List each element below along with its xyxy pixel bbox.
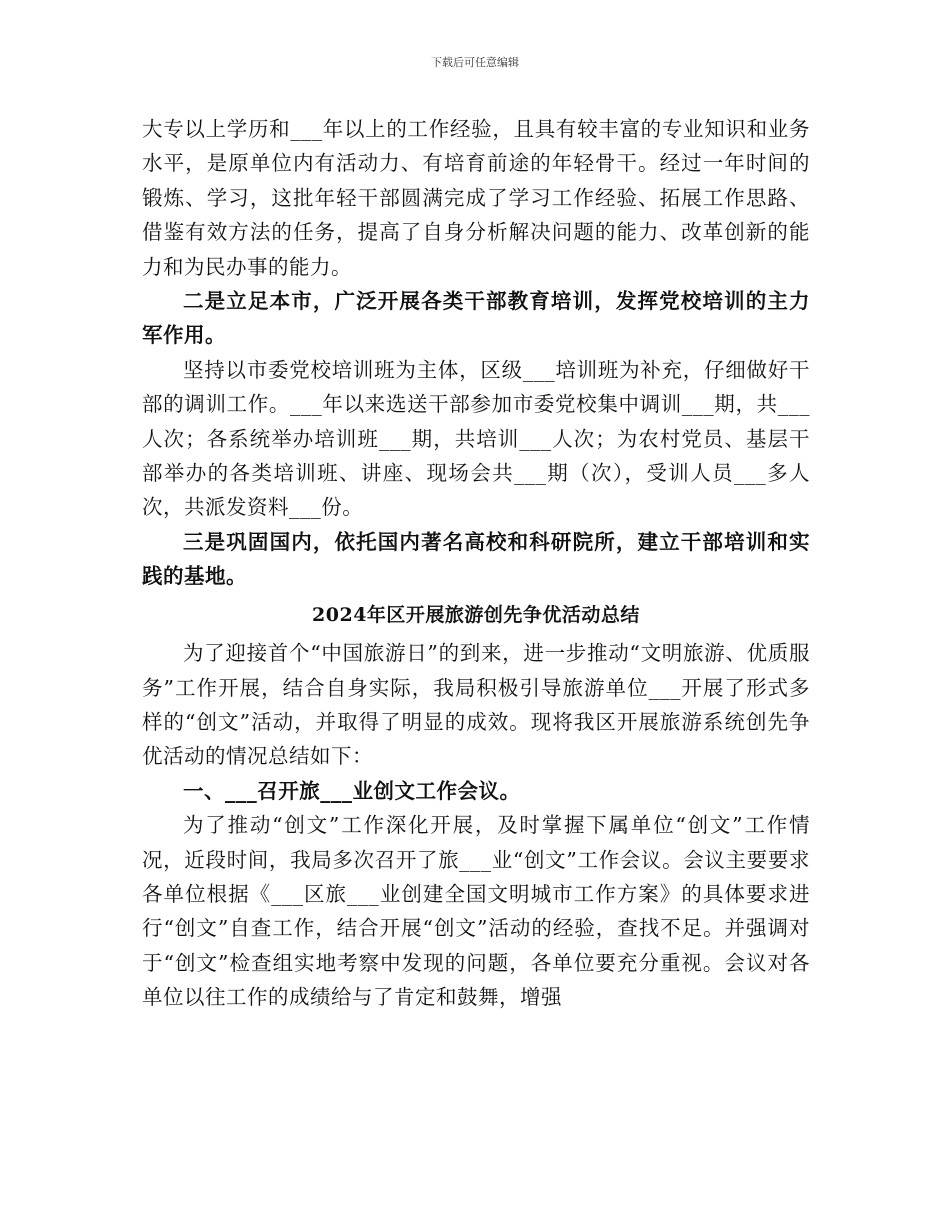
document-body <box>142 112 810 1015</box>
page-header: 下载后可任意编辑 <box>431 56 519 69</box>
paragraph-3: 为了迎接首个“中国旅游日”的到来，进一步推动“文明旅游、优质服务”工作开展，结合自身实际，我局积极引导旅游单位___开展了形式多样的“创文”活动，并取得了明显的成效。现将我区开展旅游系统创先争优活动的情况总结如下： <box>142 641 810 769</box>
heading-point-three: 三是巩固国内，依托国内著名高校和科研院所，建立干部培训和实践的基地。 <box>142 529 810 589</box>
heading-section-one: 一、___召开旅___业创文工作会议。 <box>183 778 521 803</box>
paragraph-2: 坚持以市委党校培训班为主体，区级___培训班为补充，仔细做好干部的调训工作。___年以来选送干部参加市委党校集中调训___期，共___人次；各系统举办培训班___期，共培训___人次；为农村党员、基层干部举办的各类培训班、讲座、现场会共___期（次），受训人员___多人次，共派发资料___份。 <box>142 357 810 520</box>
heading-point-two: 二是立足本市，广泛开展各类干部教育培训，发挥党校培训的主力军作用。 <box>142 289 810 348</box>
section-title: 2024年区开展旅游创先争优活动总结 <box>312 603 640 626</box>
paragraph-4: 为了推动“创文”工作深化开展，及时掌握下属单位“创文”工作情况，近段时间，我局多次召开了旅___业“创文”工作会议。会议主要要求各单位根据《___区旅___业创建全国文明城市工作方案》的具体要求进行“创文”自查工作，结合开展“创文”活动的经验，查找不足。并强调对于“创文”检查组实地考察中发现的问题，各单位要充分重视。会议对各单位以往工作的成绩给与了肯定和鼓舞，增强 <box>142 813 810 1010</box>
paragraph-1: 大专以上学历和___年以上的工作经验，且具有较丰富的专业知识和业务水平，是原单位内有活动力、有培育前途的年轻骨干。经过一年时间的锻炼、学习，这批年轻干部圆满完成了学习工作经验、拓展工作思路、借鉴有效方法的任务，提高了自身分析解决问题的能力、改革创新的能力和为民办事的能力。 <box>142 117 810 279</box>
